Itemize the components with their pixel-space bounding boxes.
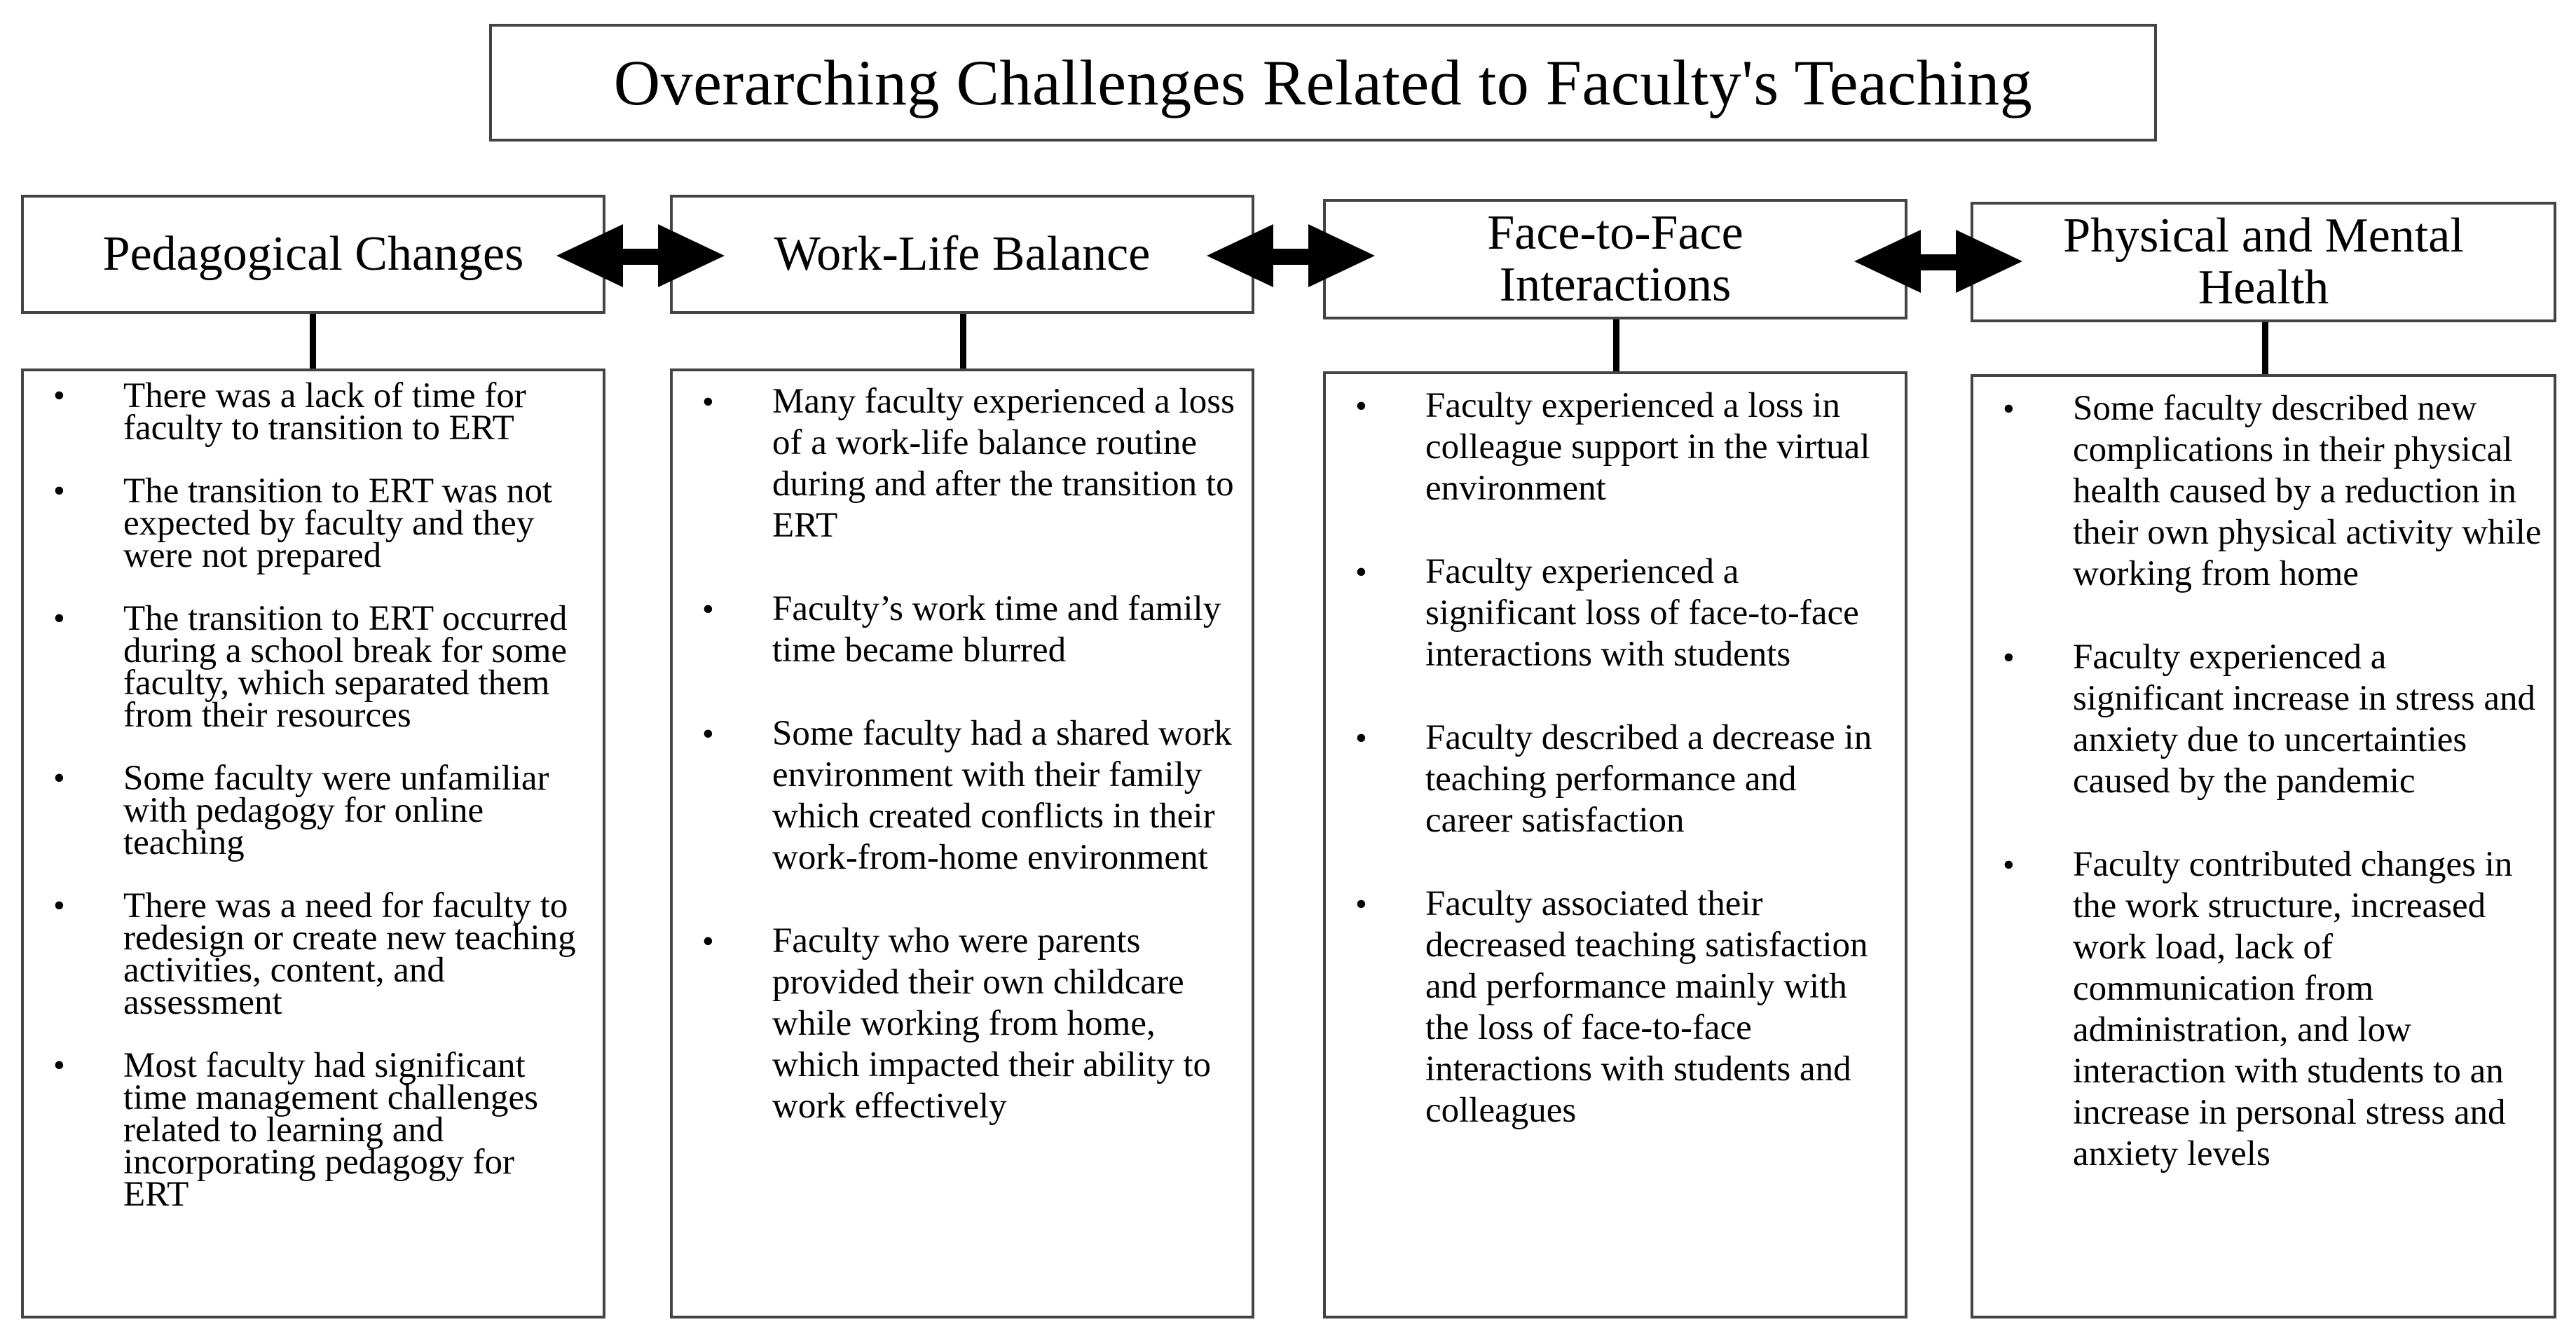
list-item: • Faculty experienced a loss in colleague support in the virtual environment bbox=[1355, 386, 1870, 508]
bullet-icon: • bbox=[702, 383, 714, 420]
list-item: • Faculty’s work time and family time became blurred bbox=[702, 589, 1221, 670]
connector-line bbox=[2262, 322, 2268, 376]
bullet-list bbox=[45, 376, 586, 1214]
header-face-to-face-interactions bbox=[1323, 199, 1907, 319]
list-item: • Many faculty experienced a loss of a work-life balance routine during and after the transition to ERT bbox=[702, 382, 1235, 545]
list-item: • Faculty experienced a significant loss of face-to-face interactions with students bbox=[1355, 552, 1859, 674]
bullet-icon: • bbox=[2003, 846, 2015, 883]
bullet-icon: • bbox=[1355, 387, 1367, 425]
bullet-list bbox=[694, 381, 1235, 1127]
list-item: • Some faculty had a shared work environment with their family which created conflicts in their work-from-home environment bbox=[702, 714, 1232, 877]
bullet-icon: • bbox=[53, 887, 65, 924]
double-arrow-icon bbox=[1207, 217, 1375, 294]
connector-line bbox=[310, 314, 316, 370]
list-item: • Faculty contributed changes in the work structure, increased work load, lack of communication from administration, and low interaction with students to an increase in personal stress and anxiety levels bbox=[2003, 845, 2513, 1173]
bullet-icon: • bbox=[702, 923, 714, 960]
content-work-life-balance bbox=[670, 369, 1254, 1318]
header-pedagogical-changes bbox=[21, 195, 605, 314]
header-physical-mental-health bbox=[1971, 202, 2556, 322]
bullet-icon: • bbox=[702, 591, 714, 628]
connector-line bbox=[960, 314, 966, 370]
bullet-icon: • bbox=[1355, 719, 1367, 757]
bullet-icon: • bbox=[2003, 390, 2015, 427]
header-label: Physical and Mental Health bbox=[2063, 209, 2464, 315]
header-work-life-balance bbox=[670, 195, 1254, 314]
diagram-title: Overarching Challenges Related to Faculty's Teaching bbox=[613, 47, 2033, 118]
bullet-list bbox=[1994, 388, 2542, 1175]
header-label: Pedagogical Changes bbox=[102, 227, 524, 281]
list-item: • The transition to ERT was not expected by faculty and they were not prepared bbox=[53, 471, 553, 575]
list-item: • Faculty experienced a significant increase in stress and anxiety due to uncertainties caused by the pandemic bbox=[2003, 638, 2535, 801]
list-item: • Most faculty had significant time management challenges related to learning and incorporating pedagogy for ERT bbox=[53, 1046, 538, 1214]
bullet-list bbox=[1347, 385, 1888, 1131]
content-physical-mental-health bbox=[1971, 374, 2556, 1318]
bullet-icon: • bbox=[1355, 553, 1367, 591]
bullet-icon: • bbox=[1355, 886, 1367, 923]
connector-line bbox=[1613, 319, 1619, 373]
bullet-icon: • bbox=[53, 1047, 65, 1084]
content-face-to-face-interactions bbox=[1323, 371, 1907, 1318]
list-item: • The transition to ERT occurred during a school break for some faculty, which separated them from their resources bbox=[53, 599, 568, 735]
list-item: • There was a lack of time for faculty to transition to ERT bbox=[53, 376, 526, 448]
list-item: • Faculty who were parents provided their own childcare while working from home, which impacted their ability to work effectively bbox=[702, 921, 1211, 1126]
header-label: Work-Life Balance bbox=[774, 227, 1151, 281]
bullet-icon: • bbox=[53, 472, 65, 509]
bullet-icon: • bbox=[53, 759, 65, 797]
bullet-icon: • bbox=[53, 377, 65, 414]
list-item: • Some faculty were unfamiliar with pedagogy for online teaching bbox=[53, 759, 549, 862]
diagram-title-box bbox=[489, 24, 2157, 142]
bullet-icon: • bbox=[702, 715, 714, 752]
double-arrow-icon bbox=[1854, 223, 2022, 300]
header-label: Face-to-Face Interactions bbox=[1487, 206, 1743, 312]
list-item: • Some faculty described new complications in their physical health caused by a reduction in their own physical activity while working from home bbox=[2003, 389, 2542, 593]
content-pedagogical-changes bbox=[21, 369, 605, 1318]
bullet-icon: • bbox=[53, 600, 65, 637]
list-item: • Faculty associated their decreased teaching satisfaction and performance mainly with the loss of face-to-face interactions with students and colleagues bbox=[1355, 884, 1868, 1130]
list-item: • There was a need for faculty to redesign or create new teaching activities, content, and assessment bbox=[53, 886, 576, 1022]
list-item: • Faculty described a decrease in teaching performance and career satisfaction bbox=[1355, 718, 1872, 840]
bullet-icon: • bbox=[2003, 639, 2015, 676]
double-arrow-icon bbox=[556, 217, 725, 294]
